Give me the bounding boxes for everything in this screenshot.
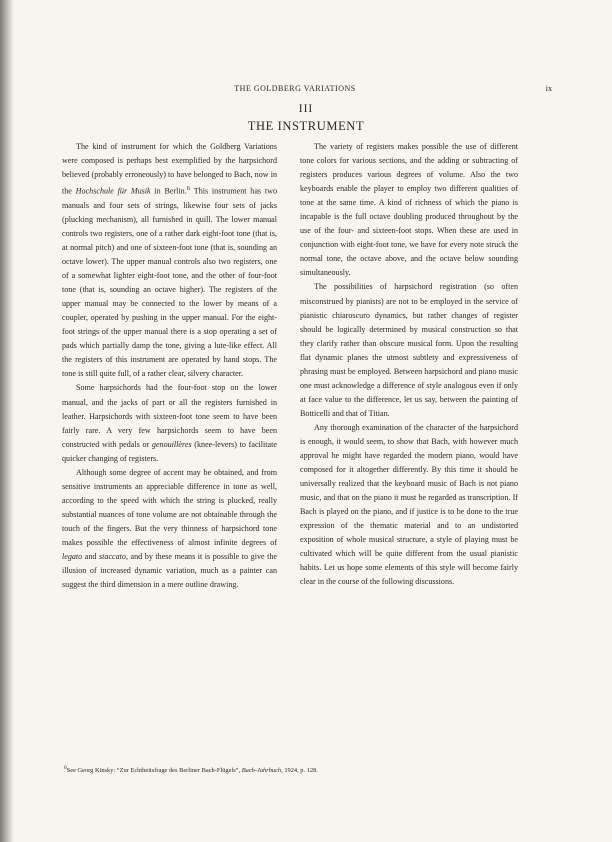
page-number: ix: [545, 84, 552, 93]
paragraph: [62, 381, 277, 465]
right-column: [300, 140, 518, 590]
text-run: The kind of instrument for which the Goldberg Variations were composed is perhaps best exemplified by the harpsichord believed (probably erroneously) to have belonged to Bach, now in the: [62, 142, 277, 196]
footnote-marker: 6: [64, 765, 67, 771]
footnote: [64, 765, 318, 774]
paragraph: [62, 466, 277, 592]
left-column: [62, 140, 277, 592]
running-title: THE GOLDBERG VARIATIONS: [234, 84, 356, 93]
paragraph: Any thorough examination of the character of the harpsichord is enough, it would seem, to show that Bach, with however much approval he might have regarded the modern piano, would have composed for it altogether differently. By this time it should be universally realized that the keyboard music of Bach is not piano music, and that on the piano it must be regarded as transcription. If Bach is played on the piano, and if justice is to be done to the true expression of the thematic material and to an undistorted exposition of whole musical structure, a style of playing must be cultivated which will be quite different from the usual pianistic habits. Let us hope some elements of this style will become fairly clear in the course of the following discussions.: [300, 422, 518, 587]
text-run: , 1924, p. 128.: [281, 767, 318, 775]
paragraph: [62, 140, 277, 381]
italic-text: Hochschule für Musik: [75, 186, 151, 196]
text-run: This instrument has two manuals and four sets of strings, likewise four sets of jacks (plucking mechanism), all furnished in quill. The lower manual controls two registers, one of a rather dark eight-foot tone (that is, at normal pitch) and one of sixteen-foot tone (that is, sounding an octave lower). The upper manual controls also two registers, one of a somewhat lighter eight-foot tone, and the other of four-foot tone (that is, sounding an octave higher). The registers of the upper manual may be connected to the lower by means of a coupler, operated by pushing in the upper manual. For the eight-foot strings of the upper manual there is a stop operating a set of pads which partially damp the tone, giving a lute-like effect. All the registers of this instrument are operated by hand stops. The tone is still quite full, of a rather clear, silvery character.: [62, 186, 277, 379]
text-run: (knee-levers) to facilitate quicker changing of registers.: [62, 439, 277, 463]
text-run: and: [82, 552, 99, 562]
italic-text: legato: [62, 552, 83, 562]
italic-text: genouillères: [151, 439, 192, 449]
text-run: Some harpsichords had the four-foot stop on the lower manual, and the jacks of part or all the registers furnished in leather. Harpsichords with sixteen-foot tone seem to have been fairly rare. A very few harpsichords seem to have been constructed with pedals or: [62, 383, 277, 449]
running-head: [60, 84, 552, 98]
italic-text: staccato: [99, 552, 126, 562]
text-run: Although some degree of accent may be obtained, and from sensitive instruments an appreciable difference in tone as well, according to the speed with which the string is plucked, really substantial nuances of tone volume are not obtainable through the touch of the fingers. But the very thinness of harpsichord tone makes possible the effectiveness of almost infinite degrees of: [62, 467, 277, 547]
chapter-title: THE INSTRUMENT: [247, 119, 365, 133]
text-run: in Berlin.: [150, 186, 187, 196]
italic-text: Bach-Jahrbuch: [241, 767, 282, 775]
text-run: See Georg Kinsky: “Zur Echtheitsfrage des Berliner Bach-Flügels”,: [66, 767, 242, 775]
paragraph: The possibilities of harpsichord registration (so often misconstrued by pianists) are not to be employed in the service of pianistic chiaroscuro dynamics, but rather changes of register should be logically determined by musical construction so that they clarify rather than obscure musical form. Upon the resulting flat dynamic planes the utmost subtlety and expressiveness of phrasing must be employed. Between harpsichord and piano music one must acknowledge a difference of style analogous even if only at face value to the difference, let us say, between the painting of Botticelli and that of Titian.: [300, 282, 518, 418]
footnote-marker: 6: [186, 185, 191, 193]
paragraph: The variety of registers makes possible the use of different tone colors for various sections, and the adding or subtracting of registers produces various degrees of volume. Also the two keyboards enable the player to employ two different qualities of tone at the same time. A kind of richness of which the piano is incapable is the full octave doubling produced throughout by the use of the four- and sixteen-foot stops. When these are used in conjunction with eight-foot tone, we have for every note struck the normal tone, the octave above, and the octave below sounding simultaneously.: [300, 142, 518, 278]
text-run: , and by these means it is possible to give the illusion of increased dynamic variation, much as a painter can suggest the third dimension in a mere outline drawing.: [62, 552, 278, 590]
chapter-number: III: [298, 103, 314, 115]
